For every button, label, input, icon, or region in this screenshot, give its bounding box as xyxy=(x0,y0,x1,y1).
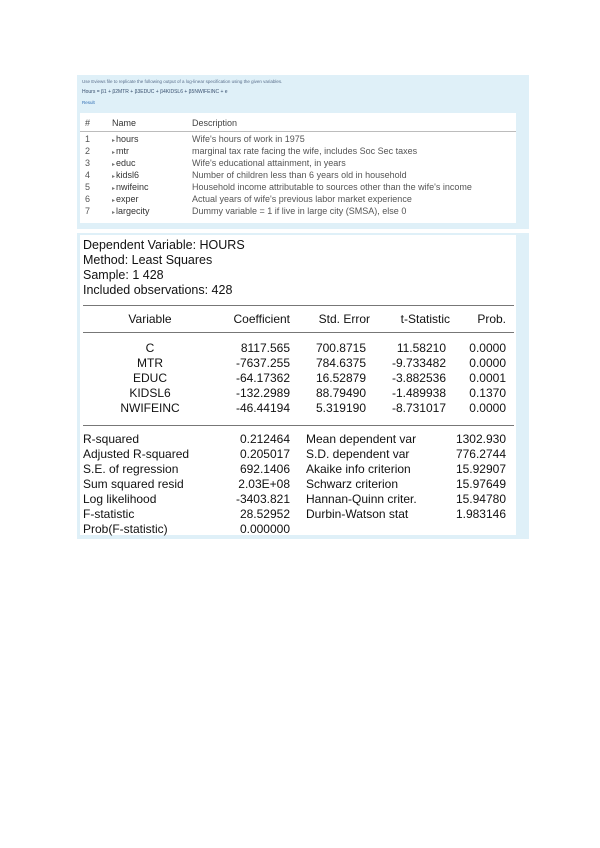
prob: 0.1370 xyxy=(469,386,506,400)
stat-value-2: 15.92907 xyxy=(455,462,506,476)
table-top-rule xyxy=(83,305,514,306)
stat-label: R-squared xyxy=(83,432,140,446)
stat-value: 0.205017 xyxy=(239,447,290,461)
row-description: Wife's educational attainment, in years xyxy=(192,158,346,168)
stat-label: Adjusted R-squared xyxy=(83,447,190,461)
variable-name: KIDSL6 xyxy=(129,386,171,400)
header-rule xyxy=(83,332,514,333)
stat-value: 28.52952 xyxy=(239,507,290,521)
coefficient: -64.17362 xyxy=(235,371,290,385)
stat-label-2: Akaike info criterion xyxy=(306,462,411,476)
t-statistic: 11.58210 xyxy=(396,341,446,355)
stat-label-2: Schwarz criterion xyxy=(306,477,399,491)
sample-range: Sample: 1 428 xyxy=(83,268,164,282)
std-error: 700.8715 xyxy=(315,341,366,355)
row-description: Wife's hours of work in 1975 xyxy=(192,134,305,144)
row-description: Number of children less than 6 years old in household xyxy=(192,170,407,180)
stat-value-2: 15.97649 xyxy=(455,477,506,491)
std-error: 88.79490 xyxy=(315,386,366,400)
result-link[interactable]: Result xyxy=(82,100,95,105)
std-error: 5.319190 xyxy=(315,401,366,415)
stat-value: -3403.821 xyxy=(235,492,290,506)
row-description: Dummy variable = 1 if live in large city (SMSA), else 0 xyxy=(192,206,407,216)
col-t-statistic: t-Statistic xyxy=(400,312,450,326)
row-name: educ xyxy=(116,158,136,168)
coefficient: 8117.565 xyxy=(240,341,290,355)
variable-name: NWIFEINC xyxy=(120,401,180,415)
stats-rule xyxy=(83,425,514,426)
series-icon: ▸ xyxy=(112,150,116,156)
instruction-text: Use Eviews file to replicate the following output of a log-linear specification using the given variables. xyxy=(82,79,283,84)
header-description: Description xyxy=(192,118,238,128)
coefficient: -46.44194 xyxy=(235,401,290,415)
prob: 0.0000 xyxy=(469,401,506,415)
row-name: nwifeinc xyxy=(116,182,149,192)
header-name: Name xyxy=(112,118,137,128)
row-num: 4 xyxy=(85,170,91,180)
stat-value-2: 776.2744 xyxy=(455,447,506,461)
estimation-method: Method: Least Squares xyxy=(83,253,213,267)
row-num: 7 xyxy=(85,206,91,216)
prob: 0.0001 xyxy=(469,371,506,385)
prob: 0.0000 xyxy=(469,341,506,355)
row-num: 2 xyxy=(85,146,91,156)
col-variable: Variable xyxy=(128,312,172,326)
model-equation: Hours = β1 + β2MTR + β3EDUC + β4KIDSL6 + β5NWIFEINC + e xyxy=(82,89,228,95)
regression-output xyxy=(80,235,516,535)
row-description: Household income attributable to sources other than the wife's income xyxy=(192,182,472,192)
t-statistic: -8.731017 xyxy=(391,401,446,415)
series-icon: ▸ xyxy=(112,186,116,192)
stat-value: 2.03E+08 xyxy=(238,477,290,491)
t-statistic: -3.882536 xyxy=(391,371,446,385)
series-icon: ▸ xyxy=(112,162,116,168)
variable-name: EDUC xyxy=(132,371,167,385)
row-name: exper xyxy=(116,194,139,204)
stat-label: F-statistic xyxy=(83,507,135,521)
row-num: 3 xyxy=(85,158,91,168)
row-num: 1 xyxy=(85,134,91,144)
row-num: 6 xyxy=(85,194,91,204)
dependent-variable: Dependent Variable: HOURS xyxy=(83,238,245,252)
row-name: largecity xyxy=(116,206,150,216)
stat-value-2: 15.94780 xyxy=(455,492,506,506)
t-statistic: -1.489938 xyxy=(391,386,446,400)
variable-name: MTR xyxy=(137,356,163,370)
series-icon: ▸ xyxy=(112,210,116,216)
header-num: # xyxy=(85,118,91,128)
col-coefficient: Coefficient xyxy=(233,312,290,326)
row-description: Actual years of wife's previous labor market experience xyxy=(192,194,412,204)
variable-table-header xyxy=(80,117,516,130)
stat-value-2: 1302.930 xyxy=(455,432,506,446)
variable-name: C xyxy=(145,341,155,355)
stat-label: Log likelihood xyxy=(83,492,157,506)
stat-value: 0.000000 xyxy=(239,522,290,536)
row-num: 5 xyxy=(85,182,91,192)
stat-value-2: 1.983146 xyxy=(455,507,506,521)
variable-table xyxy=(80,113,516,223)
series-icon: ▸ xyxy=(112,174,116,180)
row-name: hours xyxy=(116,134,139,144)
stat-label-2: Hannan-Quinn criter. xyxy=(306,492,417,506)
std-error: 784.6375 xyxy=(315,356,366,370)
stat-label: S.E. of regression xyxy=(83,462,179,476)
col-prob: Prob. xyxy=(477,312,506,326)
coefficient: -132.2989 xyxy=(235,386,290,400)
col-std-error: Std. Error xyxy=(318,312,370,326)
stat-label-2: S.D. dependent var xyxy=(306,447,410,461)
row-description: marginal tax rate facing the wife, includes Soc Sec taxes xyxy=(192,146,418,156)
std-error: 16.52879 xyxy=(315,371,366,385)
stat-label-2: Durbin-Watson stat xyxy=(306,507,409,521)
included-observations: Included observations: 428 xyxy=(83,283,233,297)
table-row[interactable] xyxy=(80,205,516,218)
row-name: mtr xyxy=(116,146,130,156)
stat-value: 0.212464 xyxy=(239,432,290,446)
stat-value: 692.1406 xyxy=(239,462,290,476)
header-divider xyxy=(80,131,516,132)
stat-label: Sum squared resid xyxy=(83,477,184,491)
stat-label-2: Mean dependent var xyxy=(306,432,417,446)
series-icon: ▸ xyxy=(112,138,116,144)
series-icon: ▸ xyxy=(112,198,116,204)
prob: 0.0000 xyxy=(469,356,506,370)
row-name: kidsl6 xyxy=(116,170,140,180)
coefficient: -7637.255 xyxy=(235,356,290,370)
stat-label: Prob(F-statistic) xyxy=(83,522,168,536)
t-statistic: -9.733482 xyxy=(391,356,446,370)
